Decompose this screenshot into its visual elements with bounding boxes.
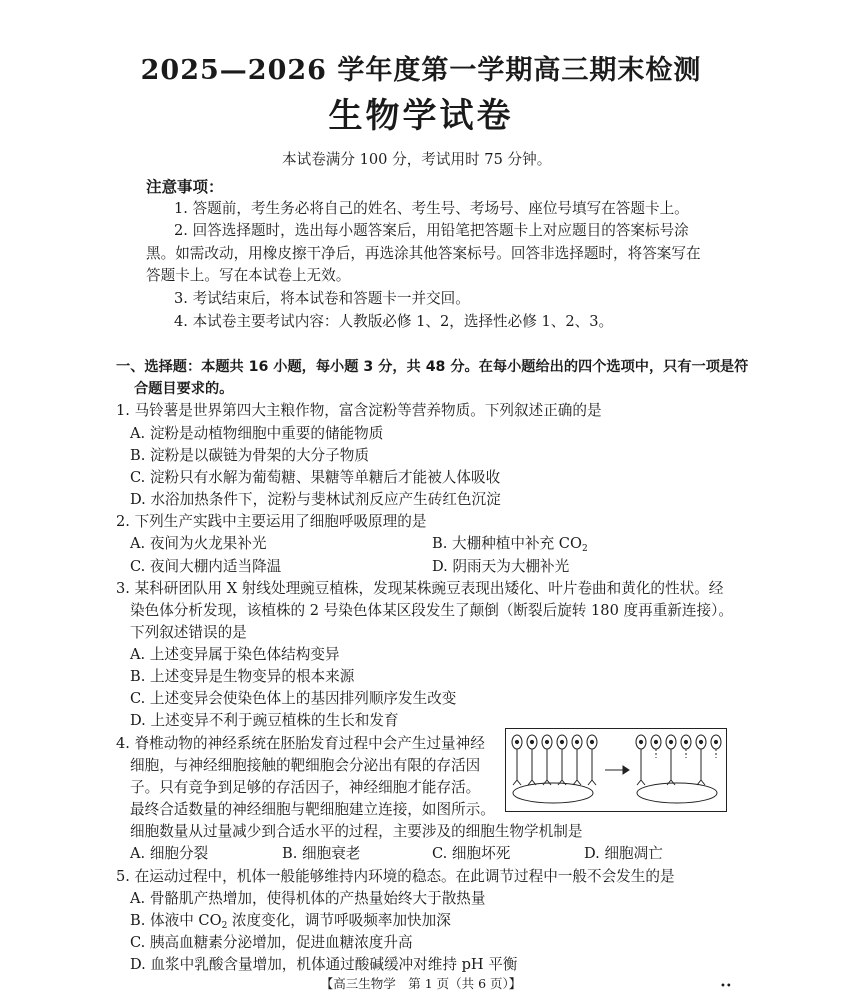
neuron-cell [527,735,537,785]
page-footer: 【高三生物学 第 1 页（共 6 页）】 [320,976,522,991]
question-4-stem-cont: 最终合适数量的神经细胞与靶细胞建立连接，如图所示。 [130,801,495,818]
question-3-stem-cont: 染色体分析发现，该植株的 2 号染色体某区段发生了颠倒（断裂后旋转 180 度再重新连接）。 [130,602,733,619]
question-1-stem: 1. 马铃薯是世界第四大主粮作物，富含淀粉等营养物质。下列叙述正确的是 [116,402,602,419]
neuron-cell [542,735,552,785]
question-4-stem: 4. 脊椎动物的神经系统在胚胎发育过程中会产生过量神经 [116,735,485,752]
arrow-icon [605,766,629,774]
degenerating-neuron [651,735,661,758]
question-5-stem: 5. 在运动过程中，机体一般能够维持内环境的稳态。在此调节过程中一般不会发生的是 [116,868,675,885]
notice-item: 3. 考试结束后，将本试卷和答题卡一并交回。 [174,290,470,307]
notice-item: 答题卡上。写在本试卷上无效。 [146,267,351,284]
degenerating-neuron [711,735,721,758]
footer-mark: •• [720,981,732,992]
target-cell-left [513,783,593,803]
notice-item: 2. 回答选择题时，选出每小题答案后，用铅笔把答题卡上对应题目的答案标号涂 [174,222,689,239]
neuron-cell [512,735,522,785]
question-5-option-d: D. 血浆中乳酸含量增加，机体通过酸碱缓冲对维持 pH 平衡 [130,956,518,973]
question-3-option-c: C. 上述变异会使染色体上的基因排列顺序发生改变 [130,690,457,707]
question-4-option-d: D. 细胞凋亡 [584,845,663,862]
section-heading-cont: 合题目要求的。 [134,381,234,397]
target-cell-right [637,783,717,803]
question-2-option-c: C. 夜间大棚内适当降温 [130,558,282,575]
neuron-target-cell-figure [505,728,727,812]
notice-heading: 注意事项： [146,178,224,196]
target-cells [513,783,717,803]
question-1-option-c: C. 淀粉只有水解为葡萄糖、果糖等单糖后才能被人体吸收 [130,469,501,486]
question-1-option-d: D. 水浴加热条件下，淀粉与斐林试剂反应产生砖红色沉淀 [130,491,501,508]
neuron-cell [557,735,567,785]
exam-title: 2025—2026 学年度第一学期高三期末检测 [140,55,702,86]
question-4-option-a: A. 细胞分裂 [130,845,209,862]
question-3-stem: 3. 某科研团队用 X 射线处理豌豆植株，发现某株豌豆表现出矮化、叶片卷曲和黄化的性状。经 [116,580,724,597]
question-4-stem-cont: 细胞数量从过量减少到合适水平的过程，主要涉及的细胞生物学机制是 [130,823,583,840]
question-3-option-d: D. 上述变异不利于豌豆植株的生长和发育 [130,712,399,729]
question-3-option-a: A. 上述变异属于染色体结构变异 [130,646,340,663]
question-2-option-b: B. 大棚种植中补充 $CO_2$ [432,535,588,554]
question-5-option-c: C. 胰高血糖素分泌增加，促进血糖浓度升高 [130,934,413,951]
notice-item: 黑。如需改动，用橡皮擦干净后，再选涂其他答案标号。回答非选择题时，将答案写在 [146,245,701,262]
question-3-option-b: B. 上述变异是生物变异的根本来源 [130,668,355,685]
exam-info: 本试卷满分 100 分，考试用时 75 分钟。 [282,151,552,168]
question-1-option-b: B. 淀粉是以碳链为骨架的大分子物质 [130,447,369,464]
neuron-cell [572,735,582,785]
question-1-option-a: A. 淀粉是动植物细胞中重要的储能物质 [130,425,384,442]
question-5-option-b: B. 体液中 $CO_2$ 浓度变化，调节呼吸频率加快加深 [130,912,451,931]
neuron-cell [696,735,706,785]
section-heading: 一、选择题：本题共 16 小题，每小题 3 分，共 48 分。在每小题给出的四个选项中，只有一项是符 [116,359,749,375]
neuron-cell [666,735,676,785]
question-4-option-c: C. 细胞坏死 [432,845,511,862]
neuron-cell [587,735,597,785]
neuron-cell [636,735,646,785]
question-4-option-b: B. 细胞衰老 [282,845,361,862]
question-3-stem-cont: 下列叙述错误的是 [130,624,247,641]
question-5-option-a: A. 骨骼肌产热增加，使得机体的产热量始终大于散热量 [130,890,486,907]
question-2-option-d: D. 阴雨天为大棚补光 [432,558,570,575]
question-2-option-a: A. 夜间为火龙果补光 [130,535,267,552]
notice-item: 1. 答题前，考生务必将自己的姓名、考生号、考场号、座位号填写在答题卡上。 [174,200,689,217]
question-4-stem-cont: 子。只有竞争到足够的存活因子，神经细胞才能存活。 [130,779,481,796]
notice-item: 4. 本试卷主要考试内容：人教版必修 1、2，选择性必修 1、2、3。 [174,313,614,330]
question-2-stem: 2. 下列生产实践中主要运用了细胞呼吸原理的是 [116,513,427,530]
degenerating-neuron [681,735,691,758]
question-4-stem-cont: 细胞，与神经细胞接触的靶细胞会分泌出有限的存活因 [130,757,481,774]
neuron-row-before [512,735,721,785]
subject-title: 生物学试卷 [328,96,514,136]
